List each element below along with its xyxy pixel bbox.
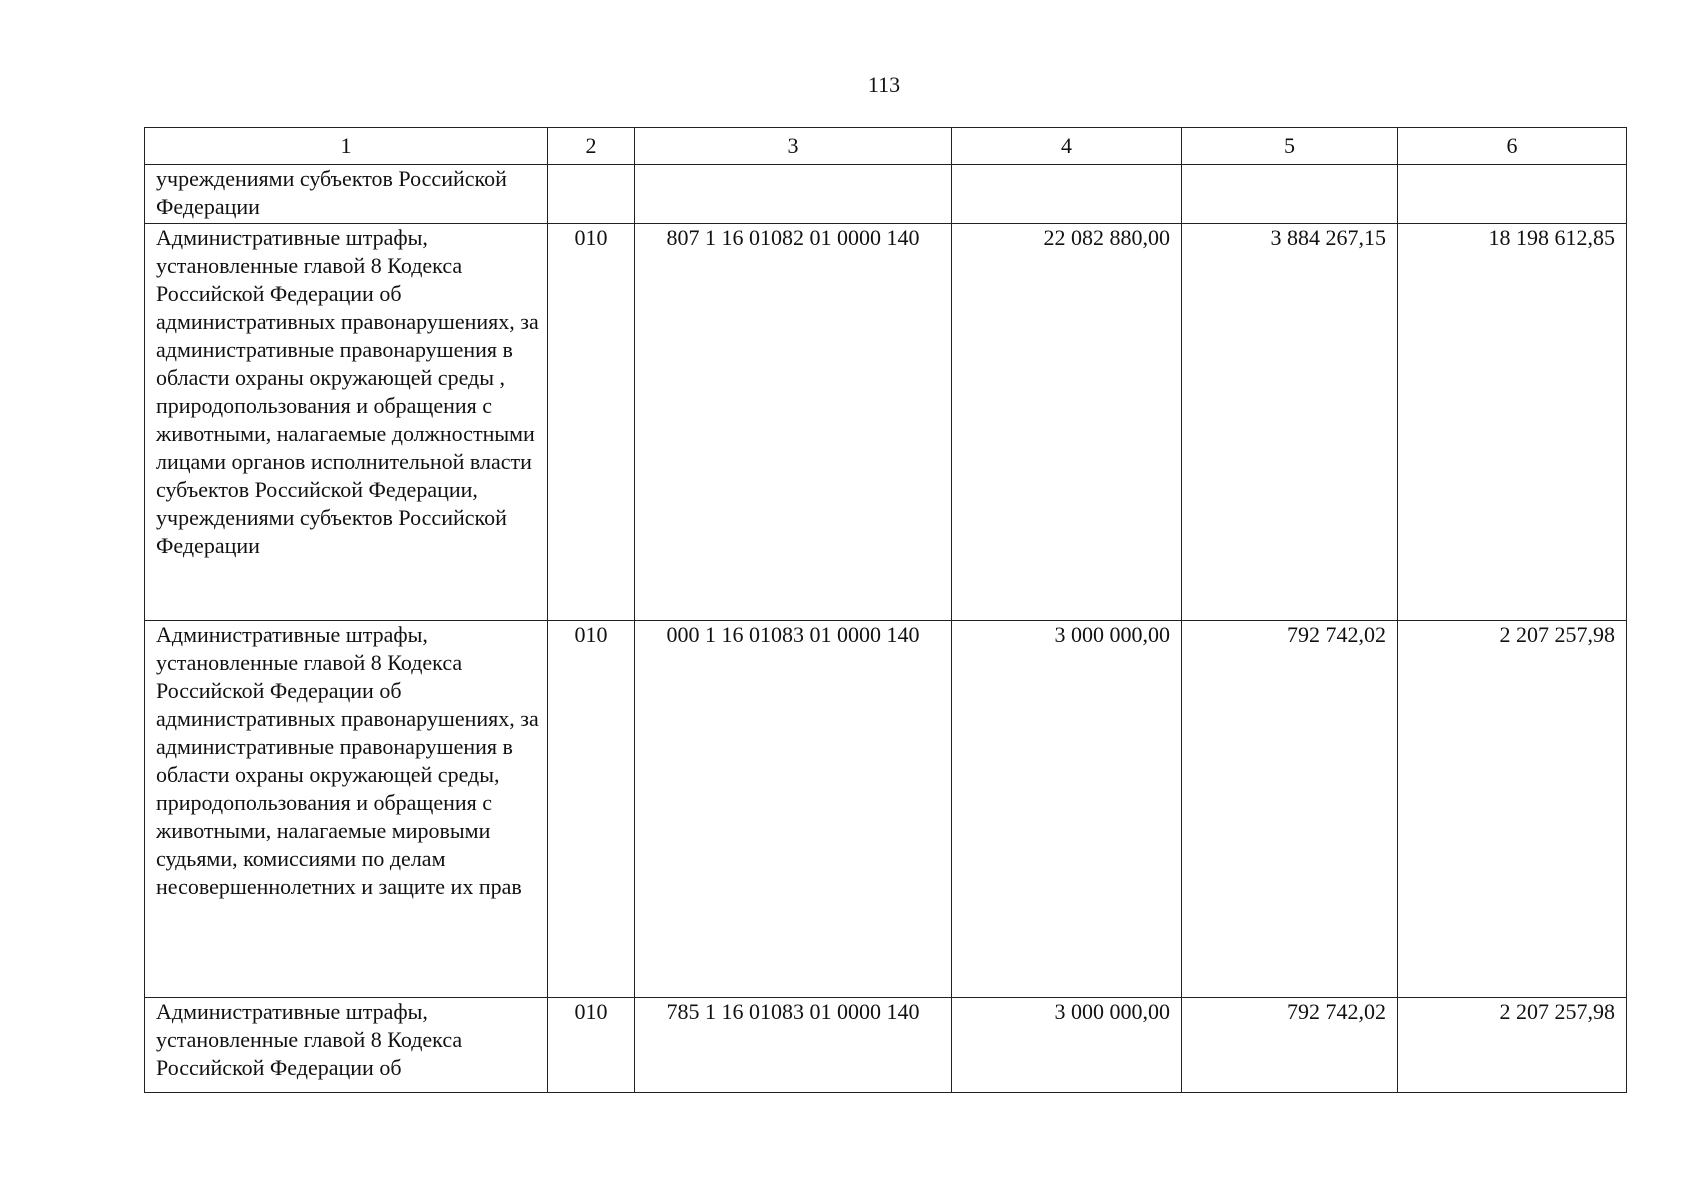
row-col5 <box>1182 165 1398 224</box>
header-col-4: 4 <box>952 128 1182 165</box>
row-col6: 2 207 257,98 <box>1398 621 1627 998</box>
row-line-code <box>548 165 635 224</box>
row-name: Административные штрафы, установленные главой 8 Кодекса Российской Федерации об административных правонарушениях, за административные правонарушения в области охраны окружающей среды , природопользования и обращения с животными, налагаемые должностными лицами органов исполнительной власти субъектов Российской Федерации, учреждениями субъектов Российской Федерации <box>145 224 548 621</box>
header-col-5: 5 <box>1182 128 1398 165</box>
table-row <box>145 621 1627 998</box>
row-budget-code <box>635 165 952 224</box>
row-name: Административные штрафы, установленные главой 8 Кодекса Российской Федерации об <box>145 998 548 1093</box>
row-budget-code: 785 1 16 01083 01 0000 140 <box>635 998 952 1093</box>
header-col-6: 6 <box>1398 128 1627 165</box>
row-col5: 792 742,02 <box>1182 621 1398 998</box>
row-col6: 18 198 612,85 <box>1398 224 1627 621</box>
row-line-code: 010 <box>548 621 635 998</box>
table-row <box>145 165 1627 224</box>
row-name: учреждениями субъектов Российской Федерации <box>145 165 548 224</box>
row-line-code: 010 <box>548 998 635 1093</box>
row-line-code: 010 <box>548 224 635 621</box>
row-col4: 3 000 000,00 <box>952 998 1182 1093</box>
row-col6: 2 207 257,98 <box>1398 998 1627 1093</box>
row-col5: 3 884 267,15 <box>1182 224 1398 621</box>
header-col-3: 3 <box>635 128 952 165</box>
row-col6 <box>1398 165 1627 224</box>
row-col4 <box>952 165 1182 224</box>
header-col-1: 1 <box>145 128 548 165</box>
header-row <box>145 128 1627 165</box>
row-budget-code: 000 1 16 01083 01 0000 140 <box>635 621 952 998</box>
table-row <box>145 998 1627 1093</box>
row-col5: 792 742,02 <box>1182 998 1398 1093</box>
table-row <box>145 224 1627 621</box>
page-number: 113 <box>867 72 901 97</box>
row-name: Административные штрафы, установленные главой 8 Кодекса Российской Федерации об административных правонарушениях, за административные правонарушения в области охраны окружающей среды, природопользования и обращения с животными, налагаемые мировыми судьями, комиссиями по делам несовершеннолетних и защите их прав <box>145 621 548 998</box>
report-table <box>144 127 1627 1093</box>
row-col4: 22 082 880,00 <box>952 224 1182 621</box>
row-col4: 3 000 000,00 <box>952 621 1182 998</box>
header-col-2: 2 <box>548 128 635 165</box>
row-budget-code: 807 1 16 01082 01 0000 140 <box>635 224 952 621</box>
